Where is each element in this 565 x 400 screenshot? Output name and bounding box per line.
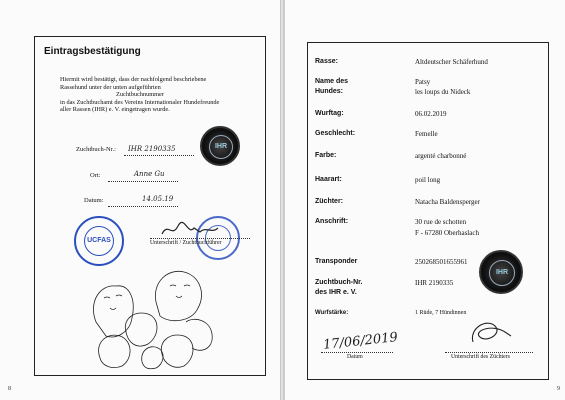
intro-line: Zuchtbuchnummer — [116, 91, 164, 99]
ihr-stamp-text: IHR — [209, 135, 233, 159]
signature-icon — [160, 220, 220, 240]
row-key: Wurfstärke: — [315, 310, 349, 316]
signature-caption: Unterschrift / Zuchtbuchführer — [150, 240, 222, 246]
row-value: Femelle — [415, 130, 438, 138]
row-key: Hundes: — [315, 88, 343, 95]
row-value: Natacha Baldensperger — [415, 198, 480, 206]
intro-line: Hiermit wird bestätigt, dass der nachfolgend beschriebene — [60, 76, 207, 83]
row-key: Geschlecht: — [315, 130, 356, 137]
left-page — [0, 0, 281, 400]
zuchtbuch-line — [124, 155, 194, 156]
intro-line: aller Rassen (IHR) e. V. eingetragen wurde. — [60, 106, 170, 114]
ucfas-stamp — [74, 216, 124, 266]
datum-label: Datum: — [84, 197, 104, 204]
intro-line: Rassehund unter der unten aufgeführten — [60, 83, 161, 91]
row-value: les loups du Nideck — [415, 88, 471, 96]
row-value: F - 67280 Oberhaslach — [415, 229, 479, 237]
ucfas-stamp-text: UCFAS — [84, 226, 114, 256]
row-value: poil long — [415, 176, 441, 184]
page-title: Eintragsbestätigung — [44, 46, 141, 57]
row-value: IHR 2190335 — [415, 279, 454, 287]
page-number-right: 9 — [557, 386, 560, 392]
row-key: Züchter: — [315, 198, 343, 205]
intro-line: in das Zuchtbuchamt des Vereins Internationaler Hundefreunde — [60, 98, 220, 106]
handwritten-date: 17/06/2019 — [322, 330, 399, 353]
row-key: des IHR e. V. — [315, 289, 357, 296]
row-key: Transponder — [315, 258, 358, 265]
intro-text — [60, 76, 260, 114]
ihr-stamp — [200, 126, 240, 166]
zuchtbuch-label: Zuchtbuch-Nr.: — [76, 146, 116, 153]
dogs-illustration-icon — [86, 262, 216, 372]
datum-line — [321, 352, 393, 353]
datum-line — [108, 206, 178, 207]
breeder-signature-caption: Unterschrift des Züchters — [451, 354, 510, 360]
right-page — [284, 0, 565, 400]
signature-icon — [465, 314, 515, 350]
row-key: Zuchtbuch-Nr. — [315, 279, 363, 286]
row-key: Anschrift: — [315, 218, 349, 225]
row-value: Altdeutscher Schäferhund — [415, 58, 488, 66]
row-key: Wurftag: — [315, 110, 344, 117]
row-value: 250268501655961 — [415, 258, 468, 266]
row-key: Farbe: — [315, 152, 337, 159]
zuchtbuch-value: IHR 2190335 — [128, 145, 176, 153]
row-value: 06.02.2019 — [415, 110, 447, 118]
row-value: Patsy — [415, 78, 431, 86]
signature-line — [150, 238, 250, 239]
ihr-stamp — [479, 250, 523, 294]
page-number-left: 8 — [8, 386, 11, 392]
breeder-signature-line — [445, 352, 533, 353]
datum-value: 14.05.19 — [142, 195, 174, 203]
ort-label: Ort: — [90, 172, 101, 179]
datum-caption: Datum — [347, 354, 363, 360]
row-key: Name des — [315, 78, 349, 85]
ihr-stamp-text: IHR — [489, 260, 515, 286]
row-value: argenté charbonné — [415, 152, 467, 160]
row-value: 1 Rüde, 7 Hündinnen — [415, 310, 467, 316]
row-key: Haarart: — [315, 176, 342, 183]
ort-line — [108, 181, 178, 182]
row-value: 30 rue de schotten — [415, 218, 467, 226]
row-key: Rasse: — [315, 58, 338, 65]
ort-value: Anne Gu — [134, 170, 165, 178]
